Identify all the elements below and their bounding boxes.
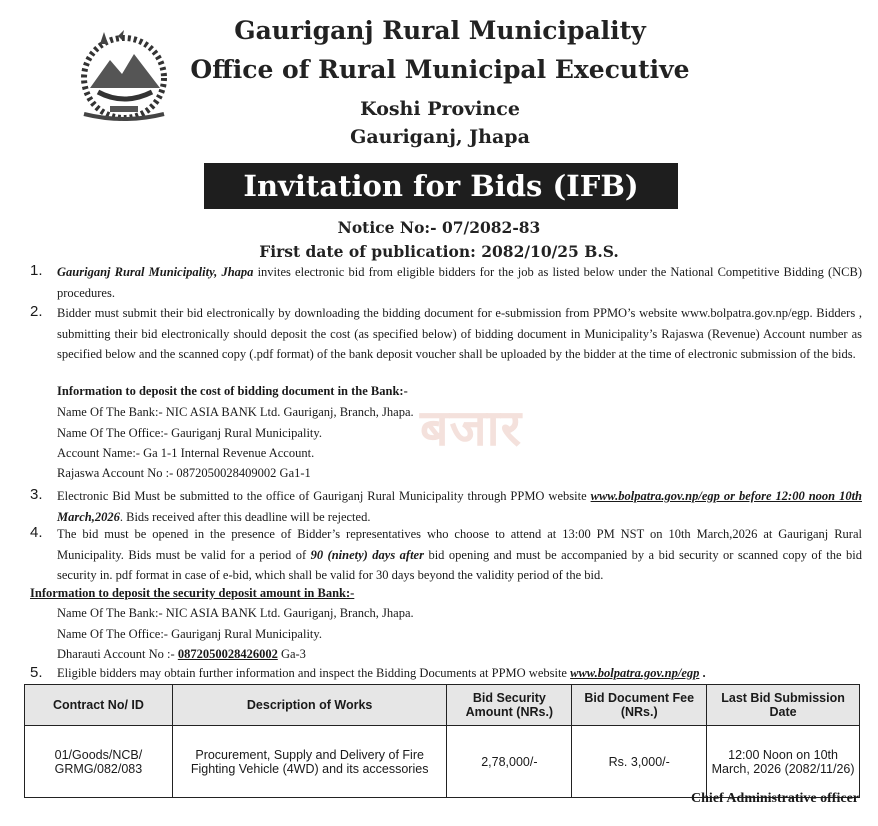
cell-last-date: 12:00 Noon on 10th March, 2026 (2082/11/26) [707,726,860,798]
table-row [25,726,860,798]
item-2-text: Bidder must submit their bid electronically by downloading the bidding document for e-submission from PPMO’s website www.bolpatra.gov.np/egp. Bidders , submitting their bid electronically should deposit the cost (as specified below) of bidding document in Municipality’s Rajaswa (Revenue) Account number as specified below and the scanned copy (.pdf format) of the bank deposit voucher shall be uploaded by the bidder at the time of electronic submission of the bids. [57,306,862,361]
item-3-body: Electronic Bid Must be submitted to the office of Gauriganj Rural Municipality through PPMO website [57,489,591,503]
item-number: 3. [30,486,43,503]
security-info-heading: Information to deposit the security deposit amount in Bank:- [30,586,355,600]
security-bank-name: Name Of The Bank:- NIC ASIA BANK Ltd. Gauriganj, Branch, Jhapa. [57,606,414,620]
item-1-text [57,262,862,303]
dharauti-number: 0872050028426002 [177,647,278,661]
nepal-government-emblem [70,28,178,123]
item-number: 4. [30,524,43,541]
deadline-link[interactable]: www.bolpatra.gov.np/egp or before 12:00 noon 10th [590,489,862,503]
ppmo-link[interactable]: www.bolpatra.gov.np/egp [570,666,700,680]
dharauti-label: Dharauti Account No :- [57,647,178,661]
item-1-emphasis: Gauriganj Rural Municipality, Jhapa [57,265,254,279]
publication-date: First date of publication: 2082/10/25 B.S. [259,242,619,261]
col-description: Description of Works [172,685,447,726]
office-name: Office of Rural Municipal Executive [190,55,690,84]
col-contract-no: Contract No/ ID [25,685,173,726]
bid-table [24,684,860,798]
signature: Chief Administrative officer [691,791,859,806]
validity-period: 90 (ninety) days after [310,547,424,562]
item-number: 1. [30,262,43,279]
location: Gauriganj, Jhapa [350,126,530,148]
cell-contract-no: 01/Goods/NCB/ GRMG/082/083 [25,726,173,798]
office-name-line: Name Of The Office:- Gauriganj Rural Municipality. [57,426,322,440]
item-4-text [57,524,862,586]
col-document-fee: Bid Document Fee (NRs.) [572,685,707,726]
cell-description: Procurement, Supply and Delivery of Fire Fighting Vehicle (4WD) and its accessories [172,726,447,798]
notice-number: Notice No:- 07/2082-83 [337,218,541,237]
item-4-tail: bid opening and must be accompanied by a bid security or scanned copy of the bid security in. pdf format in case of e-bid, which shall be valid for 30 days beyond the validity period of the bid. [57,547,863,582]
item-5-tail: . [699,666,706,680]
col-bid-security: Bid Security Amount (NRs.) [447,685,572,726]
col-last-date: Last Bid Submission Date [707,685,860,726]
item-number: 5. [30,664,43,681]
watermark-text-2: बजार [420,399,523,457]
item-1-body: invites electronic bid from eligible bidders for the job as listed below under the National Competitive Bidding (NCB) procedures. [57,265,863,300]
item-5-text [57,666,706,681]
dharauti-account [57,647,306,662]
rajaswa-account: Rajaswa Account No :- 0872050028409002 Ga1-1 [57,466,311,480]
item-3-text [57,486,862,527]
page-title: Invitation for Bids (IFB) [204,163,678,209]
item-5-body: Eligible bidders may obtain further information and inspect the Bidding Documents at PPMO website [57,666,571,680]
deadline-date: March,2026 [57,509,120,524]
dharauti-suffix: Ga-3 [277,647,306,661]
bank-name: Name Of The Bank:- NIC ASIA BANK Ltd. Gauriganj, Branch, Jhapa. [57,405,414,419]
item-4-body: The bid must be opened in the presence of Bidder’s representatives who choose to attend at 13:00 PM NST on 10th March,2026 at Gauriganj Rural Municipality. Bids must be valid for a period of [57,527,862,562]
item-number: 2. [30,303,43,320]
municipality-name: Gauriganj Rural Municipality [234,16,646,45]
item-3-tail: . Bids received after this deadline will be rejected. [119,509,371,524]
cell-document-fee: Rs. 3,000/- [572,726,707,798]
bank-info-heading: Information to deposit the cost of bidding document in the Bank:- [57,384,408,398]
cell-bid-security: 2,78,000/- [447,726,572,798]
province: Koshi Province [360,98,520,120]
account-name: Account Name:- Ga 1-1 Internal Revenue Account. [57,446,315,460]
security-office-name: Name Of The Office:- Gauriganj Rural Municipality. [57,627,322,641]
table-header-row [25,685,860,726]
